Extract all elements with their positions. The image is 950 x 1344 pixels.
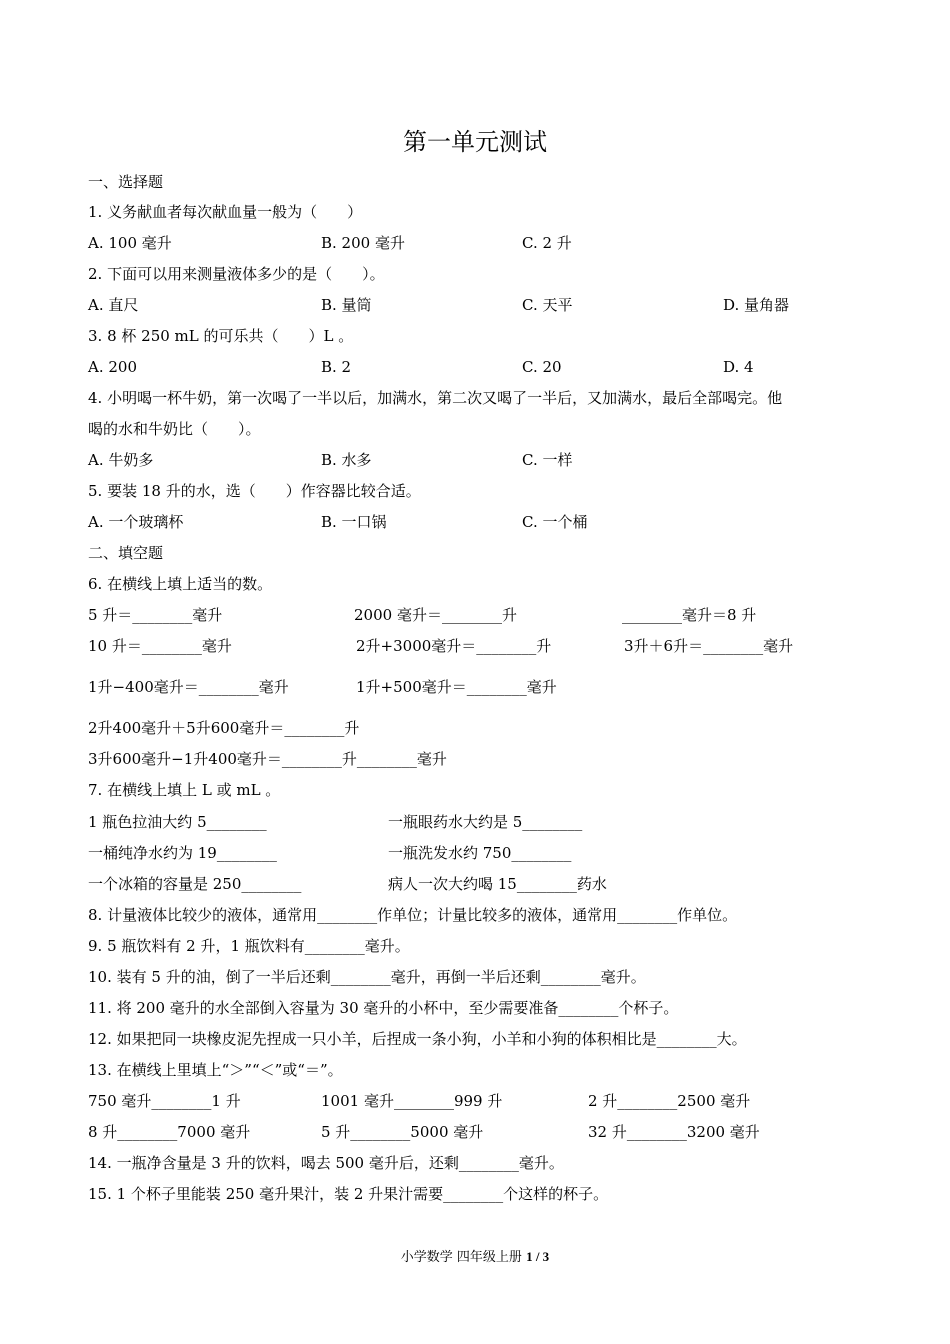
compare-item: 750 毫升________1 升 <box>88 1092 241 1110</box>
compare-item: 32 升________3200 毫升 <box>588 1123 760 1141</box>
fill-item: 一个冰箱的容量是 250________ <box>88 875 302 893</box>
fill-item: 一瓶眼药水大约是 5________ <box>388 813 583 831</box>
question-14: 14. 一瓶净含量是 3 升的饮料，喝去 500 毫升后，还剩________毫升。 <box>88 1154 564 1172</box>
question-4-line-1: 4. 小明喝一杯牛奶，第一次喝了一半以后，加满水，第二次又喝了一半后，又加满水，最后全部喝完。他 <box>88 389 783 407</box>
fill-item: 1升−400毫升＝________毫升 <box>88 678 289 696</box>
fill-item: ________毫升＝8 升 <box>622 606 757 624</box>
question-11: 11. 将 200 毫升的水全部倒入容量为 30 毫升的小杯中，至少需要准备________个杯子。 <box>88 999 679 1017</box>
fill-item: 3升＋6升＝________毫升 <box>624 637 794 655</box>
question-7-row-1 <box>88 812 868 832</box>
question-10: 10. 装有 5 升的油，倒了一半后还剩________毫升，再倒一半后还剩________毫升。 <box>88 968 646 986</box>
option-b: B. 量筒 <box>321 296 372 314</box>
question-6: 6. 在横线上填上适当的数。 <box>88 575 273 593</box>
option-a: A. 一个玻璃杯 <box>88 513 184 531</box>
question-1-options <box>88 233 868 253</box>
section-heading-choice: 一、选择题 <box>88 173 164 191</box>
compare-item: 1001 毫升________999 升 <box>321 1092 503 1110</box>
section-heading-fill: 二、填空题 <box>88 544 164 562</box>
question-2-options <box>88 295 868 315</box>
question-5: 5. 要装 18 升的水，选（ ）作容器比较合适。 <box>88 482 421 500</box>
question-6-row-4: 2升400毫升＋5升600毫升＝________升 <box>88 719 360 737</box>
fill-item: 2升+3000毫升＝________升 <box>356 637 552 655</box>
option-c: C. 一个桶 <box>522 513 588 531</box>
page-footer <box>0 1246 950 1265</box>
question-6-row-3 <box>88 677 868 697</box>
question-2: 2. 下面可以用来测量液体多少的是（ ）。 <box>88 265 385 283</box>
fill-item: 10 升＝________毫升 <box>88 637 232 655</box>
question-6-row-5: 3升600毫升−1升400毫升＝________升________毫升 <box>88 750 447 768</box>
option-c: C. 2 升 <box>522 234 572 252</box>
fill-item: 1 瓶色拉油大约 5________ <box>88 813 267 831</box>
page-number: 1 / 3 <box>526 1249 550 1264</box>
option-d: D. 量角器 <box>723 296 790 314</box>
question-4-line-2: 喝的水和牛奶比（ ）。 <box>88 420 261 438</box>
option-a: A. 直尺 <box>88 296 139 314</box>
question-12: 12. 如果把同一块橡皮泥先捏成一只小羊，后捏成一条小狗，小羊和小狗的体积相比是________大。 <box>88 1030 747 1048</box>
question-7: 7. 在横线上填上 L 或 mL 。 <box>88 781 281 799</box>
fill-item: 5 升＝________毫升 <box>88 606 223 624</box>
compare-item: 2 升________2500 毫升 <box>588 1092 751 1110</box>
footer-label: 小学数学 四年级上册 <box>400 1250 527 1265</box>
option-c: C. 20 <box>522 358 562 376</box>
question-8: 8. 计量液体比较少的液体，通常用________作单位；计量比较多的液体，通常用________作单位。 <box>88 906 738 924</box>
question-9: 9. 5 瓶饮料有 2 升，1 瓶饮料有________毫升。 <box>88 937 410 955</box>
option-b: B. 200 毫升 <box>321 234 405 252</box>
question-7-row-2 <box>88 843 868 863</box>
fill-item: 1升+500毫升＝________毫升 <box>356 678 557 696</box>
question-15: 15. 1 个杯子里能装 250 毫升果汁，装 2 升果汁需要________个这样的杯子。 <box>88 1185 609 1203</box>
question-13: 13. 在横线上里填上“＞”“＜”或“＝”。 <box>88 1061 343 1079</box>
fill-item: 一瓶洗发水约 750________ <box>388 844 572 862</box>
fill-item: 一桶纯净水约为 19________ <box>88 844 277 862</box>
question-13-row-1 <box>88 1091 868 1111</box>
option-b: B. 一口锅 <box>321 513 387 531</box>
question-6-row-2 <box>88 636 868 656</box>
question-6-row-1 <box>88 605 868 625</box>
option-c: C. 天平 <box>522 296 573 314</box>
question-5-options <box>88 512 868 532</box>
question-1: 1. 义务献血者每次献血量一般为（ ） <box>88 203 363 221</box>
option-a: A. 牛奶多 <box>88 451 154 469</box>
option-b: B. 2 <box>321 358 352 376</box>
option-b: B. 水多 <box>321 451 372 469</box>
fill-item: 2000 毫升＝________升 <box>354 606 517 624</box>
question-7-row-3 <box>88 874 868 894</box>
question-13-row-2 <box>88 1122 868 1142</box>
compare-item: 8 升________7000 毫升 <box>88 1123 251 1141</box>
question-3: 3. 8 杯 250 mL 的可乐共（ ）L 。 <box>88 327 354 345</box>
question-3-options <box>88 357 868 377</box>
fill-item: 病人一次大约喝 15________药水 <box>388 875 607 893</box>
option-a: A. 100 毫升 <box>88 234 172 252</box>
option-d: D. 4 <box>723 358 754 376</box>
question-4-options <box>88 450 868 470</box>
page-title: 第一单元测试 <box>403 128 547 156</box>
option-a: A. 200 <box>88 358 137 376</box>
compare-item: 5 升________5000 毫升 <box>321 1123 484 1141</box>
option-c: C. 一样 <box>522 451 573 469</box>
